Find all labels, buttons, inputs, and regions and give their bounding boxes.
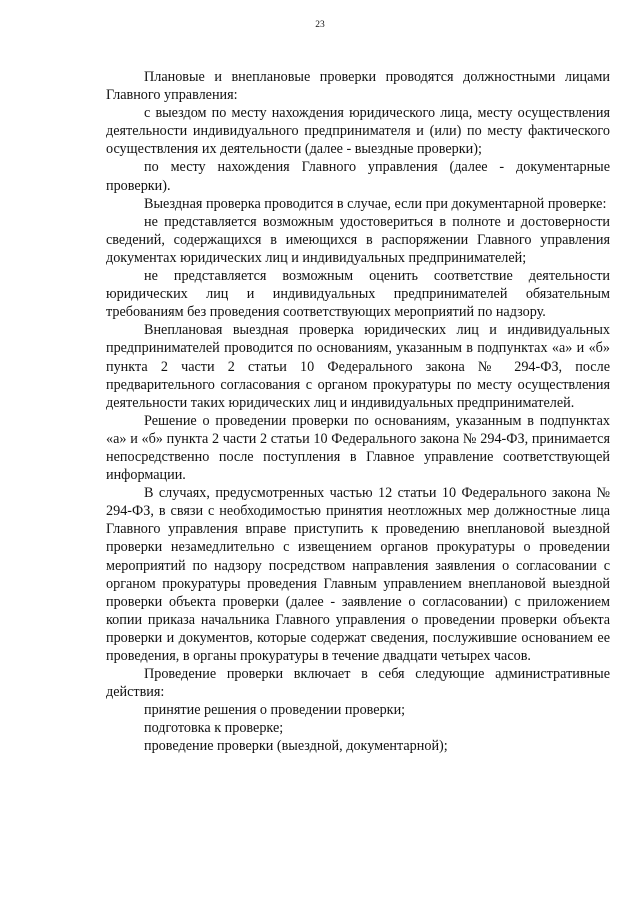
list-item-conducting: проведение проверки (выездной, документарной);	[144, 738, 448, 755]
paragraph-on-site-conditions: Выездная проверка проводится в случае, если при документарной проверке:	[144, 195, 607, 212]
paragraph-unscheduled-inspection: Внеплановая выездная проверка юридических лиц и индивидуальных предпринимателей проводится по основаниям, указанным в подпунктах «а» и «б» пункта 2 части 2 статьи 10 Федерального закона № 294-ФЗ, после предварительного согласования с органом прокуратуры по месту осуществления деятельности таких юридических лиц и индивидуальных предпринимателей.	[106, 322, 610, 411]
list-item-decision: принятие решения о проведении проверки;	[144, 702, 406, 719]
paragraph-inspection-officials: Плановые и внеплановые проверки проводятся должностными лицами Главного управления:	[106, 69, 610, 104]
paragraph-administrative-actions: Проведение проверки включает в себя следующие административные действия:	[106, 666, 610, 701]
paragraph-inspection-decision: Решение о проведении проверки по основаниям, указанным в подпунктах «а» и «б» пункта 2 части 2 статьи 10 Федерального закона № 294-ФЗ, принимается непосредственно после поступления в Главное управление соответствующей информации.	[106, 412, 610, 484]
document-body	[106, 68, 610, 756]
paragraph-urgent-measures: В случаях, предусмотренных частью 12 статьи 10 Федерального закона № 294-ФЗ, в связи с необходимостью принятия неотложных мер должностные лица Главного управления вправе приступить к проведению внеплановой выездной проверки незамедлительно с извещением органов прокуратуры о проведении мероприятий по надзору посредством направления заявления о согласовании с органом прокуратуры проведения Главным управлением внеплановой выездной проверки объекта проверки (далее - заявление о согласовании) с приложением копии приказа начальника Главного управления о проведении проверки объекта проверки и документов, которые содержат сведения, послужившие основанием ее проведения, в органы прокуратуры в течение двадцати четырех часов.	[106, 485, 610, 664]
paragraph-condition-completeness: не представляется возможным удостовериться в полноте и достоверности сведений, содержащихся в имеющихся в распоряжении Главного управления документах юридических лиц и индивидуальных предпринимателей;	[106, 213, 610, 266]
paragraph-condition-compliance: не представляется возможным оценить соответствие деятельности юридических лиц и индивидуальных предпринимателей обязательным требованиям без проведения соответствующих мероприятий по надзору.	[106, 268, 610, 321]
page-number: 23	[315, 20, 325, 30]
paragraph-documentary-inspections: по месту нахождения Главного управления (далее - документарные проверки).	[106, 159, 610, 194]
paragraph-on-site-inspections: с выездом по месту нахождения юридического лица, месту осуществления деятельности индивидуального предпринимателя и (или) по месту фактического осуществления их деятельности (далее - выездные проверки);	[106, 105, 610, 158]
list-item-preparation: подготовка к проверке;	[144, 720, 284, 737]
